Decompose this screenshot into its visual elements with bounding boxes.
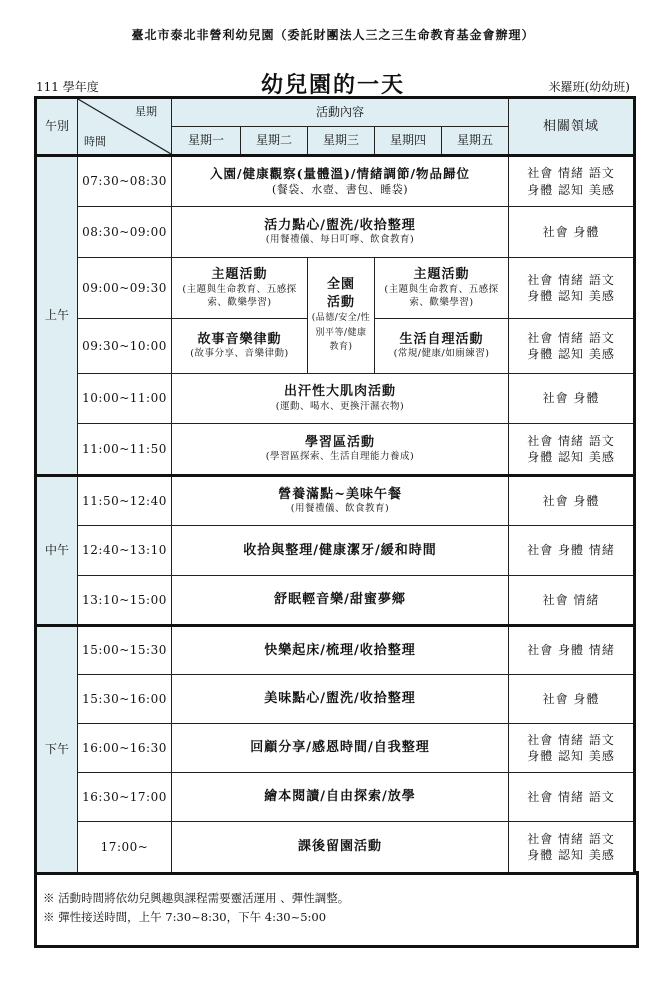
activity-title: 活力點心/盥洗/收拾整理: [264, 217, 416, 233]
time-cell: 09:00~09:30: [78, 258, 172, 319]
activity-title: 入園/健康觀察(量體溫)/情緒調節/物品歸位: [210, 165, 471, 181]
activity-title: 生活自理活動: [399, 331, 484, 347]
domain-line: 身體 認知 美感: [527, 848, 615, 862]
activity-subtitle: (故事分享、音樂律動): [190, 348, 289, 360]
organization-heading: 臺北市泰北非營利幼兒園（委託財團法人三之三生命教育基金會辦理）: [131, 28, 535, 42]
activity-title: 主題活動: [413, 267, 470, 283]
day-wed: 星期三: [308, 127, 375, 156]
activity-cell: [172, 576, 509, 626]
activity-cell: [172, 207, 509, 258]
time-cell: 09:30~10:00: [78, 319, 172, 374]
time-cell: 16:30~17:00: [78, 773, 172, 822]
domain-line: 身體 認知 美感: [527, 289, 615, 303]
activity-cell: [172, 724, 509, 773]
time-cell: 15:30~16:00: [78, 675, 172, 724]
domain-cell: 社會 身體: [509, 207, 635, 258]
time-cell: 11:00~11:50: [78, 424, 172, 476]
time-cell: 11:50~12:40: [78, 476, 172, 526]
domain-line: 社會 情緒 語文: [527, 272, 615, 287]
domain-line: 身體 認知 美感: [527, 182, 615, 197]
activity-title: 收拾與整理/健康潔牙/緩和時間: [243, 542, 437, 558]
theme-activity-left: [172, 258, 308, 319]
activity-title: 課後留園活動: [298, 839, 383, 855]
activity-title: 故事音樂律動: [197, 331, 282, 347]
time-cell: 08:30~09:00: [78, 207, 172, 258]
activity-subtitle: (用餐禮儀、飲食教育): [290, 503, 390, 515]
activity-subtitle: (學習區探索、生活自理能力養成): [265, 451, 415, 463]
time-cell: 12:40~13:10: [78, 526, 172, 576]
domain-cell: 社會 身體 情緒: [509, 626, 635, 675]
activity-title: 美味點心/盥洗/收拾整理: [264, 691, 416, 707]
domain-cell: [509, 156, 635, 207]
activity-cell: [172, 675, 509, 724]
time-cell: 10:00~11:00: [78, 374, 172, 424]
theme-activity-right: [375, 258, 509, 319]
assembly-title: 全園: [326, 277, 355, 293]
period-morning: 上午: [36, 156, 78, 476]
domain-header: 相關領域: [509, 98, 635, 156]
domain-cell: 社會 情緒: [509, 576, 635, 626]
time-cell: 07:30~08:30: [78, 156, 172, 207]
activity-cell: [172, 822, 509, 874]
class-name: 米羅班(幼幼班): [548, 80, 630, 94]
activity-cell: [172, 476, 509, 526]
assembly-title: 活動: [326, 294, 355, 310]
domain-line: 身體 認知 美感: [527, 450, 615, 464]
activity-subtitle: (用餐禮儀、每日叮嚀、飲食教育): [265, 234, 415, 246]
period-afternoon: 下午: [36, 626, 78, 874]
day-mon: 星期一: [172, 127, 241, 156]
page-title: 幼兒園的一天: [260, 72, 405, 98]
note-item: ※ 彈性接送時間，上午 7:30~8:30，下午 4:30~5:00: [43, 910, 327, 924]
activity-title: 舒眠輕音樂/甜蜜夢鄉: [274, 592, 406, 608]
domain-cell: 社會 身體 情緒: [509, 526, 635, 576]
activity-subtitle: (常規/健康/如廁練習): [393, 348, 490, 360]
activity-subtitle: (主題與生命教育、五感探索、歡樂學習): [384, 283, 499, 308]
domain-line: 身體 認知 美感: [527, 749, 615, 763]
activity-subtitle: (主題與生命教育、五感探索、歡樂學習): [182, 283, 297, 308]
domain-cell: [509, 724, 635, 773]
activity-cell: [172, 626, 509, 675]
activity-cell: [172, 156, 509, 207]
activity-subtitle: (運動、喝水、更換汗濕衣物): [275, 400, 405, 412]
domain-cell: 社會 身體: [509, 476, 635, 526]
activity-title: 營養滿點~美味午餐: [278, 486, 402, 502]
domain-cell: 社會 情緒 語文: [509, 773, 635, 822]
daily-schedule-table: [34, 96, 636, 875]
period-header: 午別: [36, 98, 78, 156]
domain-line: 社會 情緒 語文: [527, 330, 615, 345]
activity-subtitle: (餐袋、水壺、書包、睡袋): [271, 182, 409, 196]
activity-title: 繪本閱讀/自由探索/放學: [264, 789, 416, 805]
notes-box: [34, 871, 639, 948]
activity-cell: [172, 424, 509, 476]
activity-cell: [172, 526, 509, 576]
time-cell: 16:00~16:30: [78, 724, 172, 773]
time-label: 時間: [84, 135, 106, 149]
note-item: ※ 活動時間將依幼兒興趣與課程需要靈活運用 、彈性調整。: [43, 891, 350, 905]
activity-title: 出汗性大肌肉活動: [284, 384, 397, 400]
domain-cell: 社會 身體: [509, 675, 635, 724]
time-cell: 17:00~: [78, 822, 172, 874]
activity-cell: [172, 374, 509, 424]
domain-cell: [509, 258, 635, 319]
time-cell: 15:00~15:30: [78, 626, 172, 675]
assembly-activity: [308, 258, 375, 374]
domain-line: 社會 情緒 語文: [527, 732, 615, 747]
domain-cell: [509, 822, 635, 874]
domain-line: 社會 情緒 語文: [527, 433, 615, 448]
activity-header: 活動內容: [172, 98, 509, 127]
activity-title: 主題活動: [211, 267, 268, 283]
activity-title: 回顧分享/感恩時間/自我整理: [250, 740, 430, 756]
day-fri: 星期五: [442, 127, 509, 156]
day-thu: 星期四: [375, 127, 442, 156]
domain-line: 身體 認知 美感: [527, 347, 615, 361]
activity-title: 學習區活動: [305, 434, 376, 450]
domain-line: 社會 情緒 語文: [527, 831, 615, 846]
weekday-time-header: [78, 98, 172, 156]
activity-title: 快樂起床/梳理/收拾整理: [264, 642, 416, 658]
day-tue: 星期二: [241, 127, 308, 156]
domain-line: 社會 情緒 語文: [527, 166, 615, 181]
domain-cell: 社會 身體: [509, 374, 635, 424]
story-activity: [172, 319, 308, 374]
time-cell: 13:10~15:00: [78, 576, 172, 626]
activity-cell: [172, 773, 509, 822]
domain-cell: [509, 424, 635, 476]
school-year: 111 學年度: [36, 80, 99, 94]
self-care-activity: [375, 319, 509, 374]
assembly-subtitle: (品德/安全/性別平等/健康教育): [311, 313, 371, 353]
domain-cell: [509, 319, 635, 374]
weekday-label: 星期: [135, 105, 157, 118]
period-noon: 中午: [36, 476, 78, 626]
